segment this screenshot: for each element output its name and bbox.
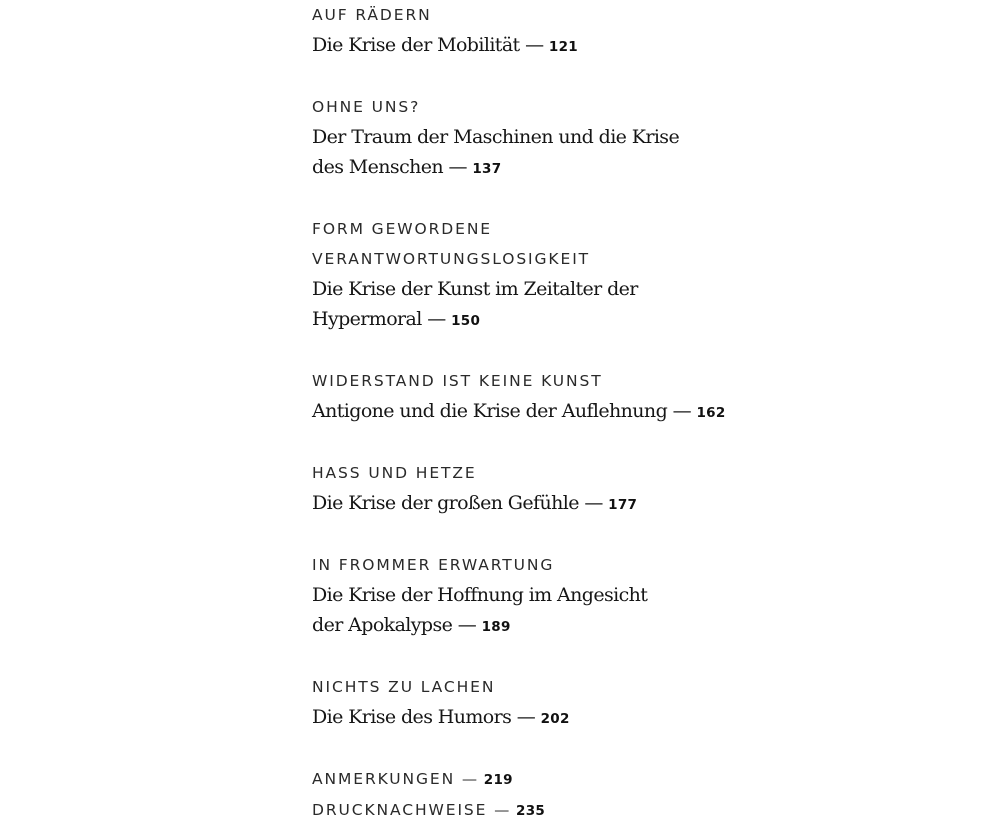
- chapter-subtitle: [312, 304, 732, 336]
- separator-dash: —: [427, 308, 446, 330]
- chapter-kicker: IN FROMMER ERWARTUNG: [312, 556, 555, 574]
- separator-dash: —: [516, 706, 536, 728]
- separator-dash: —: [448, 156, 467, 178]
- page-number: 219: [483, 772, 513, 788]
- chapter-kicker-line-2: VERANTWORTUNGSLOSIGKEIT: [312, 250, 591, 268]
- chapter-subtitle-text: der Apokalypse: [312, 614, 453, 636]
- toc-entry: [312, 366, 732, 428]
- chapter-subtitle-line-1: Der Traum der Maschinen und die Krise: [312, 126, 680, 148]
- chapter-kicker: OHNE UNS?: [312, 98, 421, 116]
- page-number: 121: [548, 39, 579, 55]
- chapter-subtitle-line-1: Die Krise der Hoffnung im Angesicht: [312, 584, 648, 606]
- separator-dash: —: [461, 770, 477, 788]
- page-number: 202: [540, 711, 570, 727]
- toc-entry: [312, 672, 732, 734]
- chapter-subtitle-text: des Menschen: [312, 156, 444, 178]
- appendix-credits-label: DRUCKNACHWEISE: [312, 801, 488, 819]
- chapter-subtitle: [312, 152, 732, 184]
- chapter-subtitle: [312, 396, 732, 428]
- chapter-subtitle: [312, 30, 732, 62]
- chapter-kicker-line-1: FORM GEWORDENE: [312, 220, 493, 238]
- separator-dash: —: [525, 34, 544, 56]
- chapter-subtitle-text: Die Krise der Mobilität: [312, 34, 520, 56]
- chapter-subtitle-text: Antigone und die Krise der Auflehnung: [312, 400, 668, 422]
- page-number: 235: [516, 803, 546, 819]
- page-number: 137: [472, 161, 502, 177]
- toc-entry: [312, 214, 732, 336]
- separator-dash: —: [494, 801, 510, 819]
- page-number: 162: [696, 405, 726, 421]
- chapter-kicker: AUF RÄDERN: [312, 6, 432, 24]
- chapter-subtitle-text: Die Krise des Humors: [312, 706, 512, 728]
- chapter-subtitle-line-1: Die Krise der Kunst im Zeitalter der: [312, 278, 638, 300]
- chapter-subtitle-text: Die Krise der großen Gefühle: [312, 492, 579, 514]
- chapter-kicker: WIDERSTAND IST KEINE KUNST: [312, 372, 603, 390]
- chapter-kicker: HASS UND HETZE: [312, 464, 477, 482]
- separator-dash: —: [584, 492, 603, 514]
- separator-dash: —: [672, 400, 691, 422]
- toc-entry: [312, 458, 732, 520]
- appendix-notes: [312, 764, 732, 795]
- table-of-contents: [312, 0, 732, 826]
- page-number: 150: [451, 313, 481, 329]
- appendix-notes-label: ANMERKUNGEN: [312, 770, 456, 788]
- toc-entry: [312, 92, 732, 184]
- chapter-subtitle-text: Hypermoral: [312, 308, 422, 330]
- chapter-subtitle: [312, 610, 732, 642]
- toc-entry: [312, 0, 732, 62]
- chapter-subtitle: [312, 702, 732, 734]
- toc-appendix: [312, 764, 732, 826]
- separator-dash: —: [457, 614, 477, 636]
- chapter-kicker: NICHTS ZU LACHEN: [312, 678, 496, 696]
- chapter-subtitle: [312, 488, 732, 520]
- page-number: 189: [481, 619, 511, 635]
- page-number: 177: [608, 497, 638, 513]
- toc-entry: [312, 550, 732, 642]
